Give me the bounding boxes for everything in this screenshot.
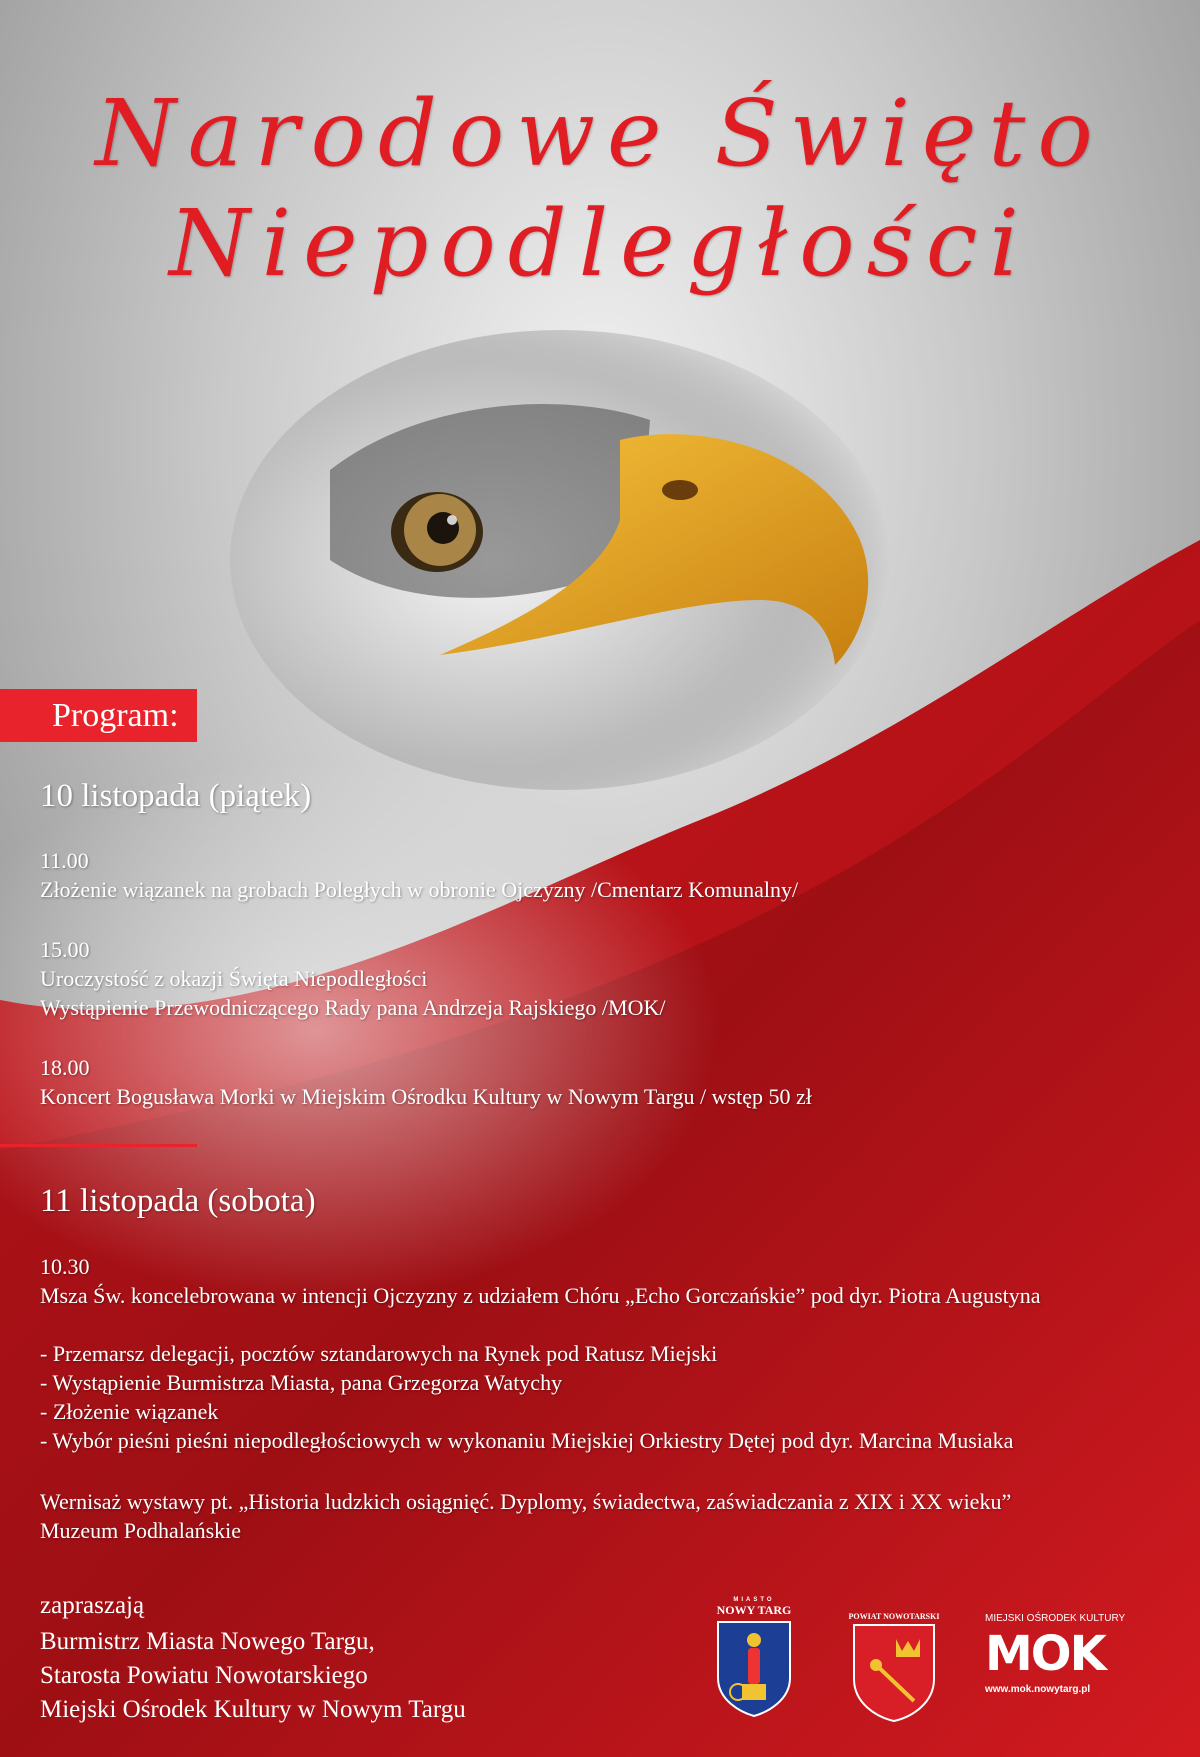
mok-wordmark: MOK	[985, 1626, 1105, 1682]
day1-event2-description: Uroczystość z okazji Święta Niepodległości	[40, 966, 428, 991]
day1-event2-description: Wystąpienie Przewodniczącego Rady pana Andrzeja Rajskiego /MOK/	[40, 995, 666, 1020]
day2-item: - Wystąpienie Burmistrza Miasta, pana Grzegorza Watychy	[40, 1370, 563, 1395]
eagle-illustration	[230, 330, 890, 790]
title-line-2: Niepodległości	[169, 190, 1031, 297]
host-line: Burmistrz Miasta Nowego Targu,	[40, 1628, 375, 1655]
host-line: Starosta Powiatu Nowotarskiego	[40, 1662, 368, 1689]
exhibition-line: Wernisaż wystawy pt. „Historia ludzkich osiągnięć. Dyplomy, świadectwa, zaświadczania z XIX i XX wieku”	[40, 1489, 1012, 1514]
logo-caption: MIASTO	[733, 1597, 775, 1603]
exhibition-line: Muzeum Podhalańskie	[40, 1518, 242, 1543]
logo-caption: POWIAT NOWOTARSKI	[848, 1612, 940, 1621]
day2-item: - Złożenie wiązanek	[40, 1399, 219, 1424]
section-divider	[0, 1144, 197, 1147]
day1-heading: 10 listopada (piątek)	[40, 778, 312, 814]
day2-item: - Przemarsz delegacji, pocztów sztandarowych na Rynek pod Ratusz Miejski	[40, 1341, 718, 1366]
day1-event3-time: 18.00	[40, 1055, 90, 1080]
invite-label: zapraszają	[40, 1592, 145, 1619]
shield-icon	[846, 1621, 942, 1723]
day1-event1-time: 11.00	[40, 848, 89, 873]
program-label: Program:	[0, 689, 197, 742]
logo-caption: NOWY TARG	[716, 1603, 792, 1617]
host-line: Miejski Ośrodek Kultury w Nowym Targu	[40, 1696, 466, 1723]
day2-item: - Wybór pieśni pieśni niepodległościowych w wykonaniu Miejskiej Orkiestry Dętej pod dyr. Marcina Musiaka	[40, 1428, 1014, 1453]
mok-logo	[985, 1613, 1135, 1695]
mok-url: www.mok.nowytarg.pl	[985, 1684, 1091, 1695]
day2-mass: Msza Św. koncelebrowana w intencji Ojczyzny z udziałem Chóru „Echo Gorczańskie” pod dyr. Piotra Augustyna	[40, 1283, 1041, 1308]
coat-of-arms-icon	[712, 1618, 796, 1718]
logo-caption: MIEJSKI OŚRODEK KULTURY	[985, 1613, 1126, 1624]
day2-time: 10.30	[40, 1254, 90, 1279]
day1-event1-description: Złożenie wiązanek na grobach Poległych w obronie Ojczyzny /Cmentarz Komunalny/	[40, 877, 799, 902]
title-line-1: Narodowe Święto	[95, 80, 1105, 187]
powiat-coat-of-arms	[846, 1612, 942, 1728]
day1-event3-description: Koncert Bogusława Morki w Miejskim Ośrodku Kultury w Nowym Targu / wstęp 50 zł	[40, 1084, 812, 1109]
day2-heading: 11 listopada (sobota)	[40, 1183, 316, 1219]
day1-event2-time: 15.00	[40, 937, 90, 962]
nowy-targ-coat-of-arms	[712, 1597, 796, 1723]
